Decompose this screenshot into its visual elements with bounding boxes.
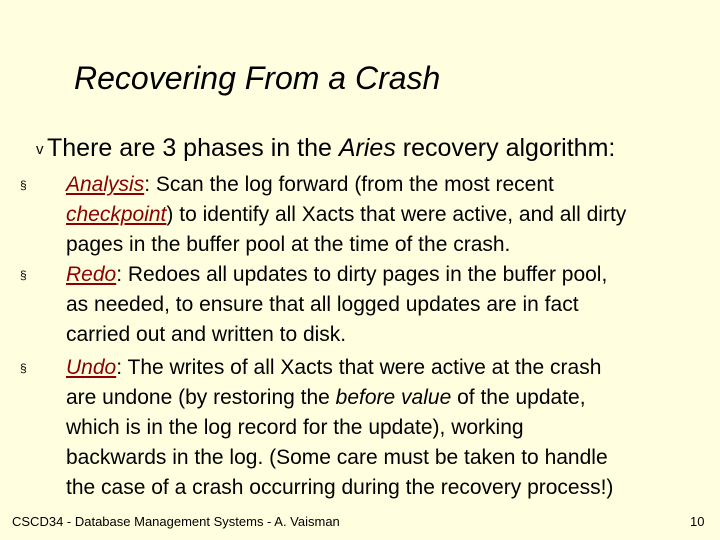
square-bullet-icon: § (20, 178, 27, 192)
phase-line: Analysis: Scan the log forward (from the most recent (66, 173, 554, 196)
slide-title: Recovering From a Crash (74, 60, 441, 96)
phase-term: Undo (66, 356, 117, 379)
phase-line: which is in the log record for the update), working (66, 416, 524, 439)
phase-term: Analysis (66, 173, 145, 196)
phase-redo (20, 260, 716, 350)
phase-line: carried out and written to disk. (66, 323, 347, 346)
checkpoint-term: checkpoint (66, 203, 167, 226)
phase-term: Redo (66, 263, 117, 286)
diamond-bullet-icon: v (36, 141, 44, 158)
phase-line: backwards in the log. (Some care must be taken to handle (66, 446, 608, 469)
footer-course: CSCD34 - Database Management Systems - A. Vaisman (12, 514, 340, 529)
square-bullet-icon: § (20, 361, 27, 375)
phase-line: Redo: Redoes all updates to dirty pages in the buffer pool, (66, 263, 608, 286)
before-value-term: before value (335, 386, 452, 409)
phase-undo (20, 353, 716, 503)
phase-line: pages in the buffer pool at the time of the crash. (66, 233, 511, 256)
phase-line: as needed, to ensure that all logged updates are in fact (66, 293, 579, 316)
phase-line: are undone (by restoring the before value of the update, (66, 386, 586, 409)
square-bullet-icon: § (20, 268, 27, 282)
phase-line: checkpoint) to identify all Xacts that were active, and all dirty (66, 203, 627, 226)
page-number: 10 (690, 514, 705, 529)
phase-analysis (20, 170, 716, 260)
phase-line: the case of a crash occurring during the recovery process!) (66, 476, 614, 499)
main-bullet-text: There are 3 phases in the Aries recovery algorithm: (47, 134, 616, 162)
aries-term: Aries (338, 134, 396, 162)
phase-line: Undo: The writes of all Xacts that were active at the crash (66, 356, 602, 379)
